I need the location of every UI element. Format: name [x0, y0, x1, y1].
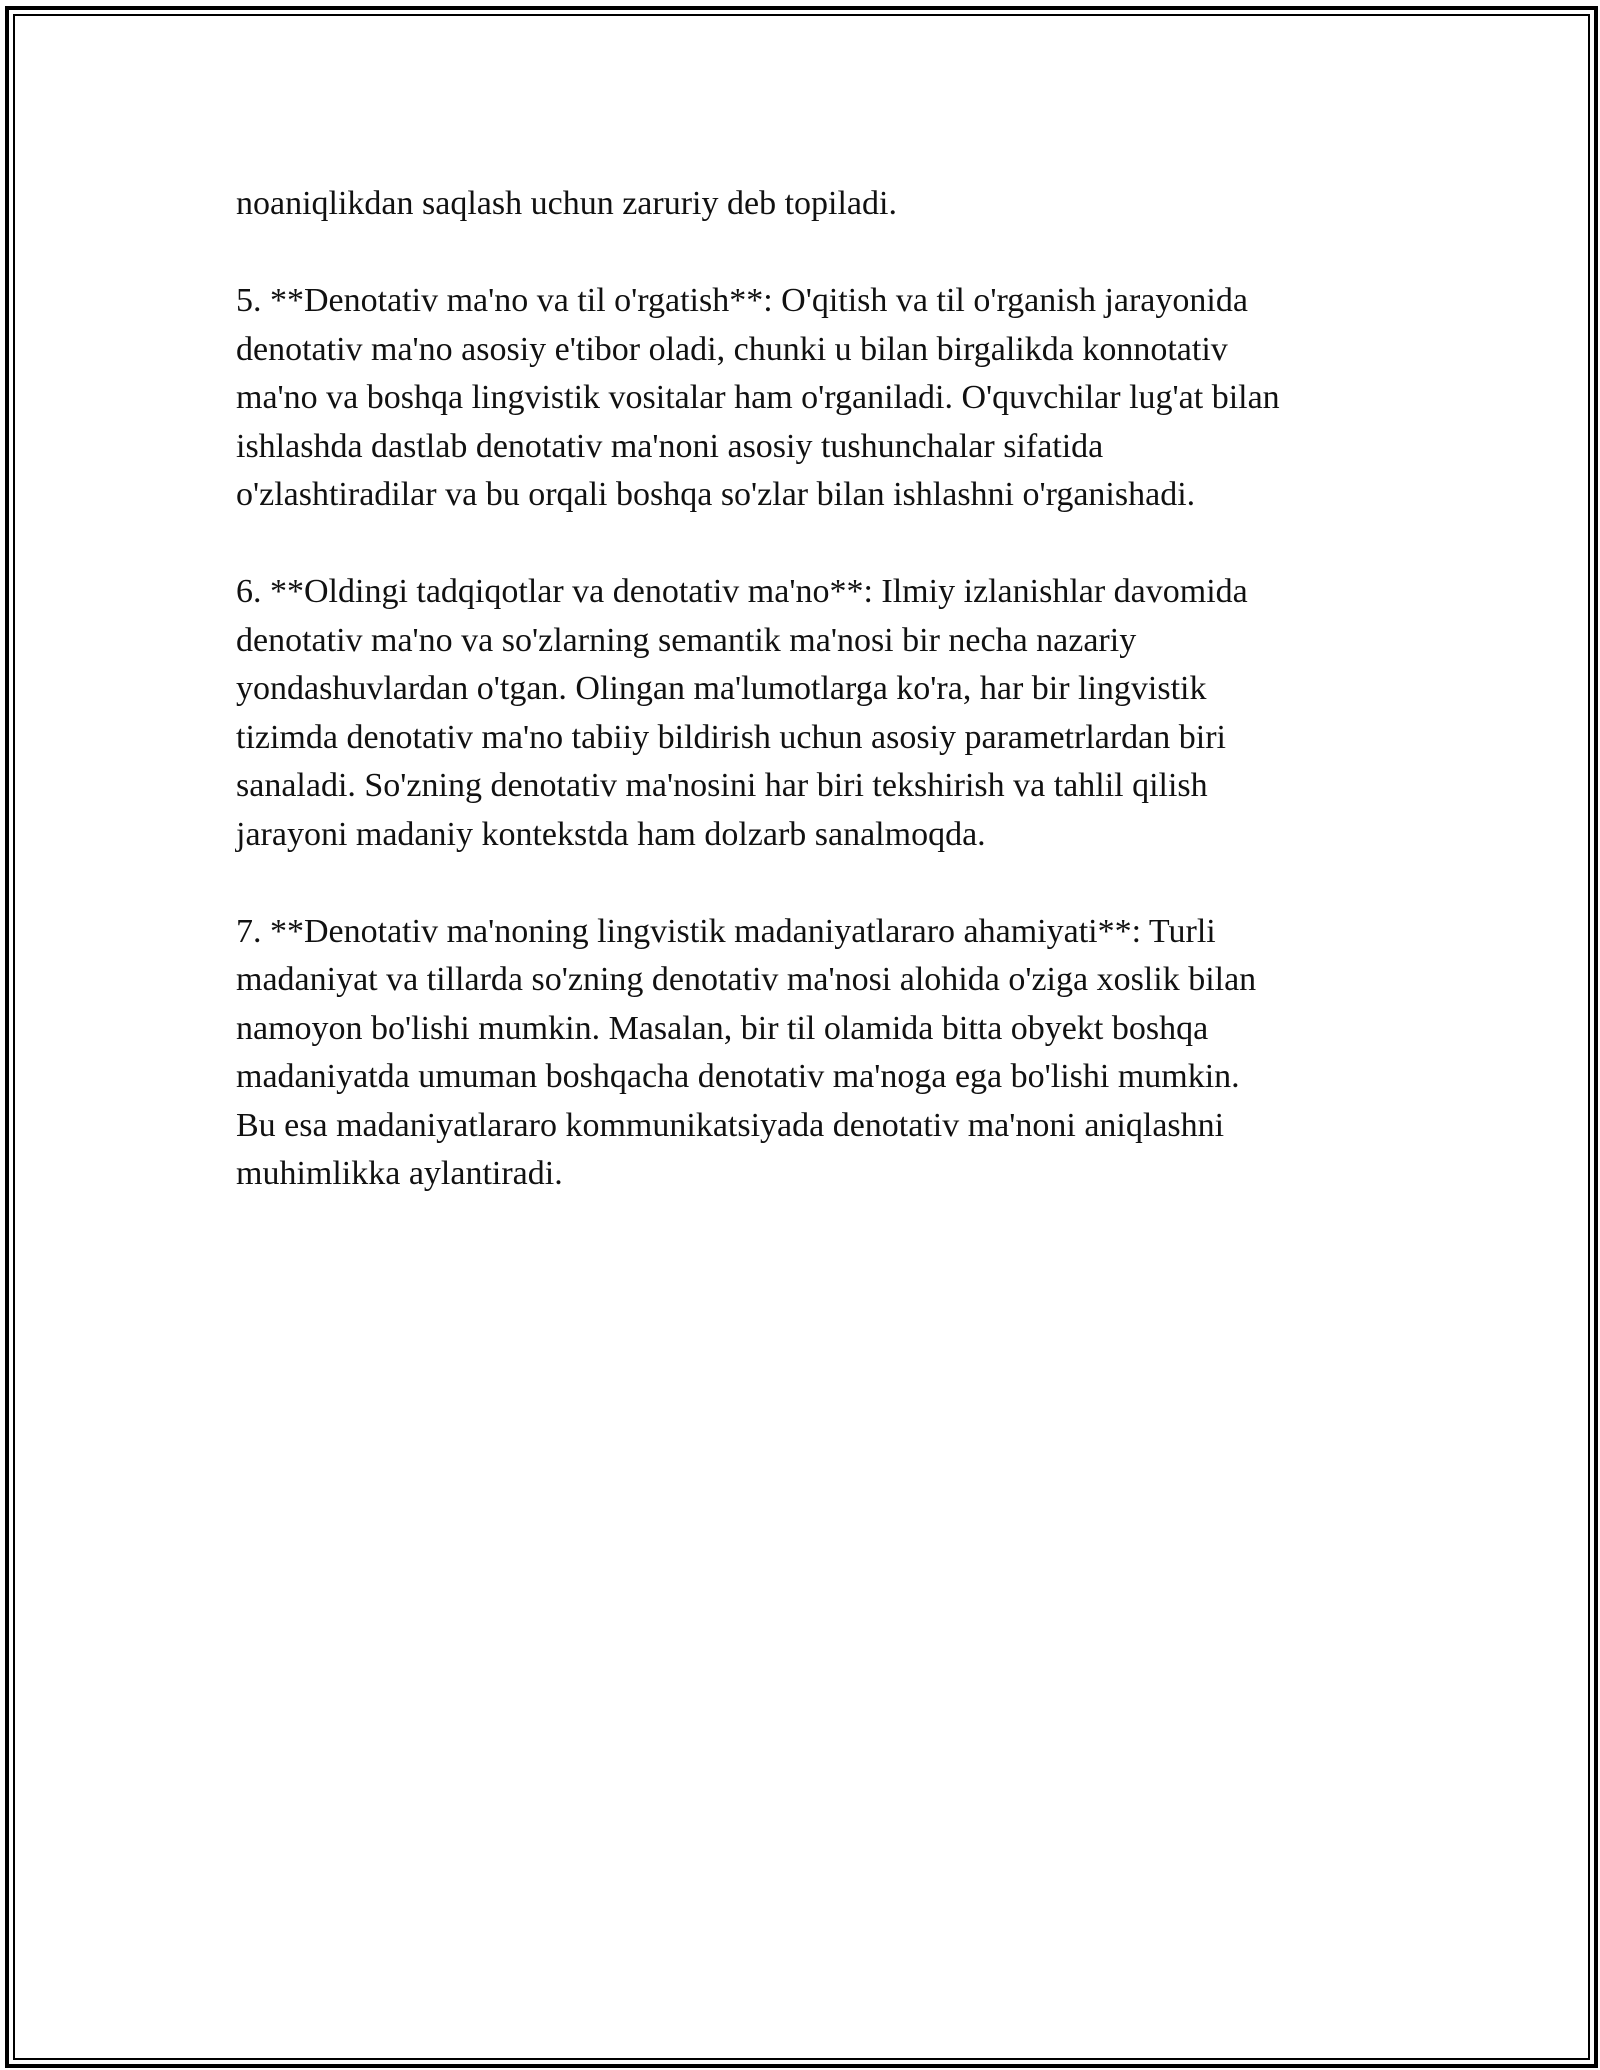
- text-line: ma'no va boshqa lingvistik vositalar ham o'rganiladi. O'quvchilar lug'at bilan: [236, 379, 1280, 416]
- paragraph-item-7: [236, 908, 1386, 1199]
- text-line: 7. **Denotativ ma'noning lingvistik madaniyatlararo ahamiyati**: Turli: [236, 912, 1216, 950]
- text-line: tizimda denotativ ma'no tabiiy bildirish uchun asosiy parametrlardan biri: [236, 718, 1226, 756]
- paragraph-item-6: [236, 568, 1386, 859]
- text-line: o'zlashtiradilar va bu orqali boshqa so'zlar bilan ishlashni o'rganishadi.: [236, 476, 1196, 513]
- text-line: 6. **Oldingi tadqiqotlar va denotativ ma'no**: Ilmiy izlanishlar davomida: [236, 573, 1248, 610]
- text-line: sanaladi. So'zning denotativ ma'nosini har biri tekshirish va tahlil qilish: [236, 767, 1208, 804]
- text-line: muhimlikka aylantiradi.: [236, 1155, 563, 1192]
- text-line: yondashuvlardan o'tgan. Olingan ma'lumotlarga ko'ra, har bir lingvistik: [236, 670, 1207, 707]
- text-line: denotativ ma'no asosiy e'tibor oladi, chunki u bilan birgalikda konnotativ: [236, 330, 1228, 368]
- text-line: 5. **Denotativ ma'no va til o'rgatish**: O'qitish va til o'rganish jarayonida: [236, 282, 1248, 319]
- text-line: ishlashda dastlab denotativ ma'noni asosiy tushunchalar sifatida: [236, 427, 1104, 465]
- text-line: denotativ ma'no va so'zlarning semantik ma'nosi bir necha nazariy: [236, 621, 1137, 659]
- text-line: Bu esa madaniyatlararo kommunikatsiyada denotativ ma'noni aniqlashni: [236, 1106, 1225, 1144]
- text-line: noaniqlikdan saqlash uchun zaruriy deb topiladi.: [236, 185, 897, 222]
- text-line: madaniyat va tillarda so'zning denotativ ma'nosi alohida o'ziga xoslik bilan: [236, 961, 1257, 998]
- text-line: namoyon bo'lishi mumkin. Masalan, bir til olamida bitta obyekt boshqa: [236, 1009, 1209, 1047]
- text-line: jarayoni madaniy kontekstda ham dolzarb sanalmoqda.: [236, 815, 986, 853]
- text-line: madaniyatda umuman boshqacha denotativ ma'noga ega bo'lishi mumkin.: [236, 1058, 1240, 1095]
- document-body: [236, 180, 1386, 1247]
- paragraph-continuation: [236, 180, 1386, 229]
- paragraph-item-5: [236, 277, 1386, 520]
